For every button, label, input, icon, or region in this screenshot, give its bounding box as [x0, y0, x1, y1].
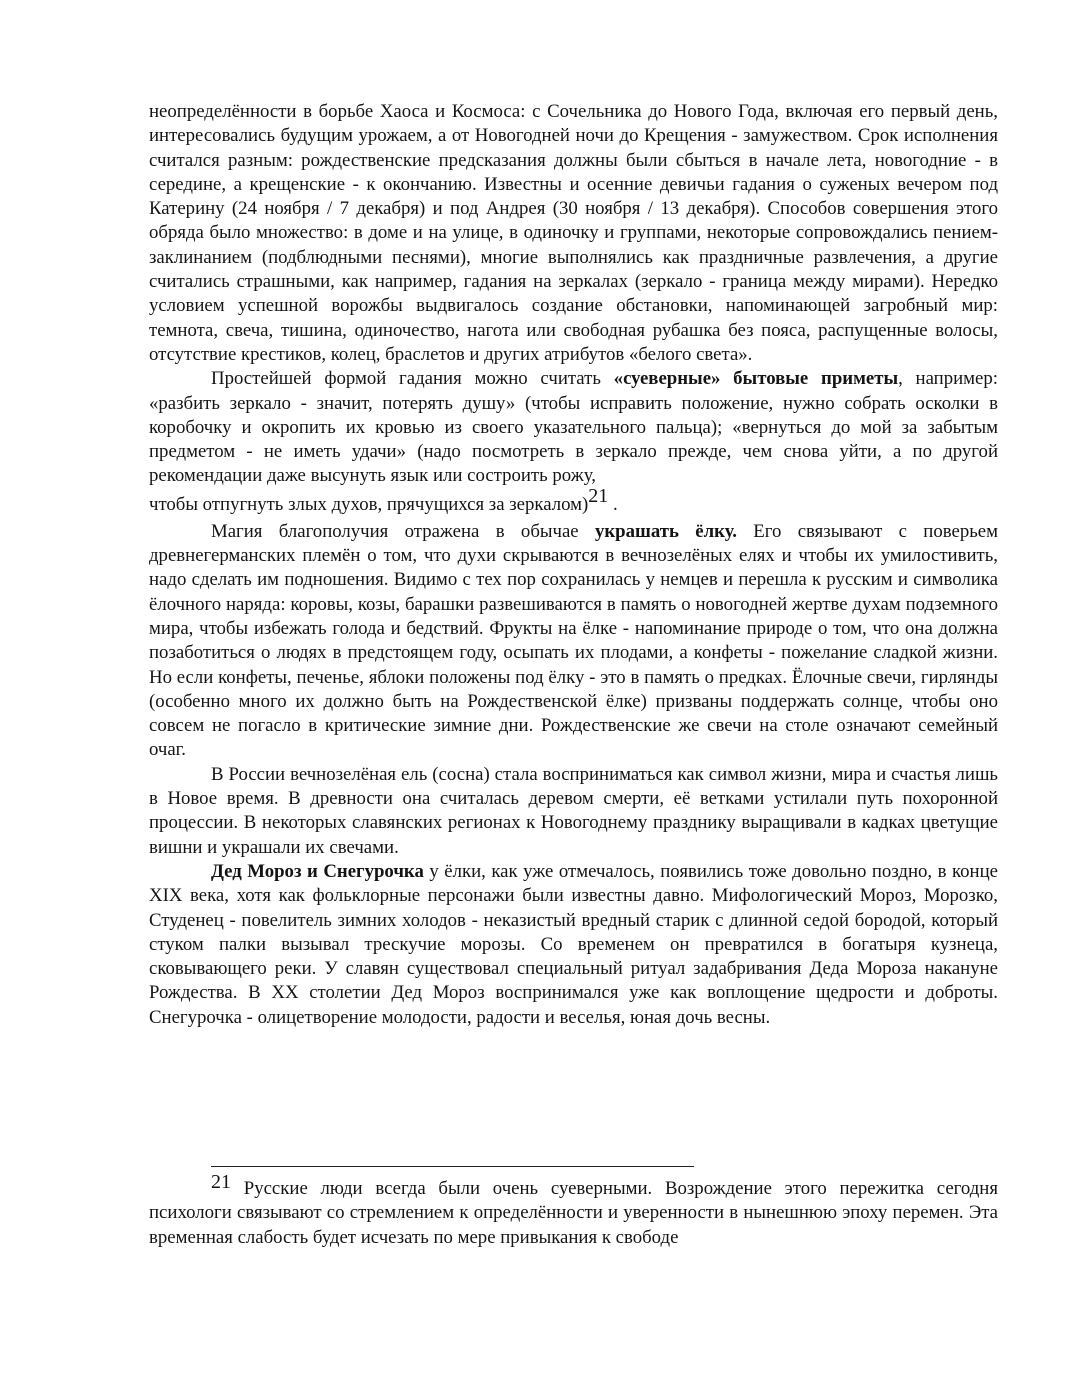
paragraph-3 [149, 520, 998, 763]
main-text [149, 100, 998, 1030]
footnote-mark: 21 [211, 1171, 231, 1193]
paragraph-3-bold: украшать ёлку. [594, 520, 737, 542]
footnote-text [149, 1171, 998, 1250]
paragraph-3-body: Его связывают с поверьем древнегерманских племён о том, что духи скрываются в вечнозелёных елях и чтобы их умилостивить, надо сделать им подношения. Видимо с тех пор сохранилась у немцев и перешла к русским и символика ёлочного наряда: коровы, козы, барашки развешиваются в память о новогодней жертве духам подземного мира, чтобы избежать голода и бедствий. Фрукты на ёлке - напоминание природе о том, что она должна позаботиться о людях в предстоящем году, осыпать их плодами, а конфеты - пожелание сладкой жизни. Но если конфеты, печенье, яблоки положены под ёлку - это в память о предках. Ёлочные свечи, гирлянды (особенно много их должно быть на Рождественской ёлке) призваны поддержать солнце, чтобы оно совсем не погасло в критические зимние дни. Рождественские же свечи на столе означают семейный очаг. [149, 520, 999, 761]
footnote [149, 1171, 998, 1250]
paragraph-2-last-line [149, 484, 998, 520]
paragraph-2-end: . [608, 493, 618, 515]
paragraph-2-bold: «суеверные» бытовые приметы [613, 368, 899, 390]
paragraph-1: неопределённости в борьбе Хаоса и Космоса: с Сочельника до Нового Года, включая его первый день, интересовались будущим урожаем, а от Новогодней ночи до Крещения - замужеством. Срок исполнения считался разным: рождественские предсказания должны были сбыться в начале лета, новогодние - в середине, а крещенские - к окончанию. Известны и осенние девичьи гадания о суженых вечером под Катерину (24 ноября / 7 декабря) и под Андрея (30 ноября / 13 декабря). Способов совершения этого обряда было множество: в доме и на улице, в одиночку и группами, некоторые сопровождались пением-заклинанием (подблюдными песнями), многие выполнялись как праздничные развлечения, а другие считались страшными, как например, гадания на зеркалах (зеркало - граница между мирами). Нередко условием успешной ворожбы выдвигалось создание обстановки, напоминающей загробный мир: темнота, свеча, тишина, одиночество, нагота или свободная рубашка без пояса, распущенные волосы, отсутствие крестиков, колец, браслетов и других атрибутов «белого света». [149, 101, 998, 365]
footnote-reference[interactable]: 21 [588, 484, 609, 507]
paragraph-2-body: , например: «разбить зеркало - значит, потерять душу» (чтобы исправить положение, нужно собрать осколки в коробочку и окропить их кровью из своего указательного пальца); «вернуться до мой за забытым предметом - не иметь удачи» (надо посмотреть в зеркало прежде, чем снова уйти, а по другой рекомендации даже высунуть язык или состроить рожу, [149, 368, 998, 487]
paragraph-5-body: у ёлки, как уже отмечалось, появились тоже довольно поздно, в конце XIX века, хотя как фольклорные персонажи были известны давно. Мифологический Мороз, Морозко, Студенец - повелитель зимних холодов - неказистый вредный старик с длинной седой бородой, который стуком палки вызывал трескучие морозы. Со временем он превратился в богатыря кузнеца, сковывающего реки. У славян существовал специальный ритуал задабривания Деда Мороза накануне Рождества. В XX столетии Дед Мороз воспринимался уже как воплощение щедрости и доброты. Снегурочка - олицетворение молодости, радости и веселья, юная дочь весны. [149, 860, 998, 1028]
footnote-separator [211, 1166, 694, 1167]
paragraph-5 [149, 860, 998, 1030]
paragraph-2 [149, 367, 998, 488]
paragraph-2-start: Простейшей формой гадания можно считать [211, 368, 614, 390]
paragraph-3-start: Магия благополучия отражена в обычае [211, 520, 595, 542]
footnote-body: Русские люди всегда были очень суеверными. Возрождение этого пережитка сегодня психологи связывают со стремлением к определённости и уверенности в нынешнюю эпоху перемен. Эта временная слабость будет исчезать по мере привыкания к свободе [149, 1178, 998, 1248]
paragraph-5-bold: Дед Мороз и Снегурочка [211, 860, 424, 882]
paragraph-4: В России вечнозелёная ель (сосна) стала восприниматься как символ жизни, мира и счастья лишь в Новое время. В древности она считалась деревом смерти, её ветками устилали путь похоронной процессии. В некоторых славянских регионах к Новогоднему празднику выращивали в кадках цветущие вишни и украшали их свечами. [149, 763, 998, 858]
paragraph-2-last-text: чтобы отпугнуть злых духов, прячущихся за зеркалом) [149, 493, 589, 515]
